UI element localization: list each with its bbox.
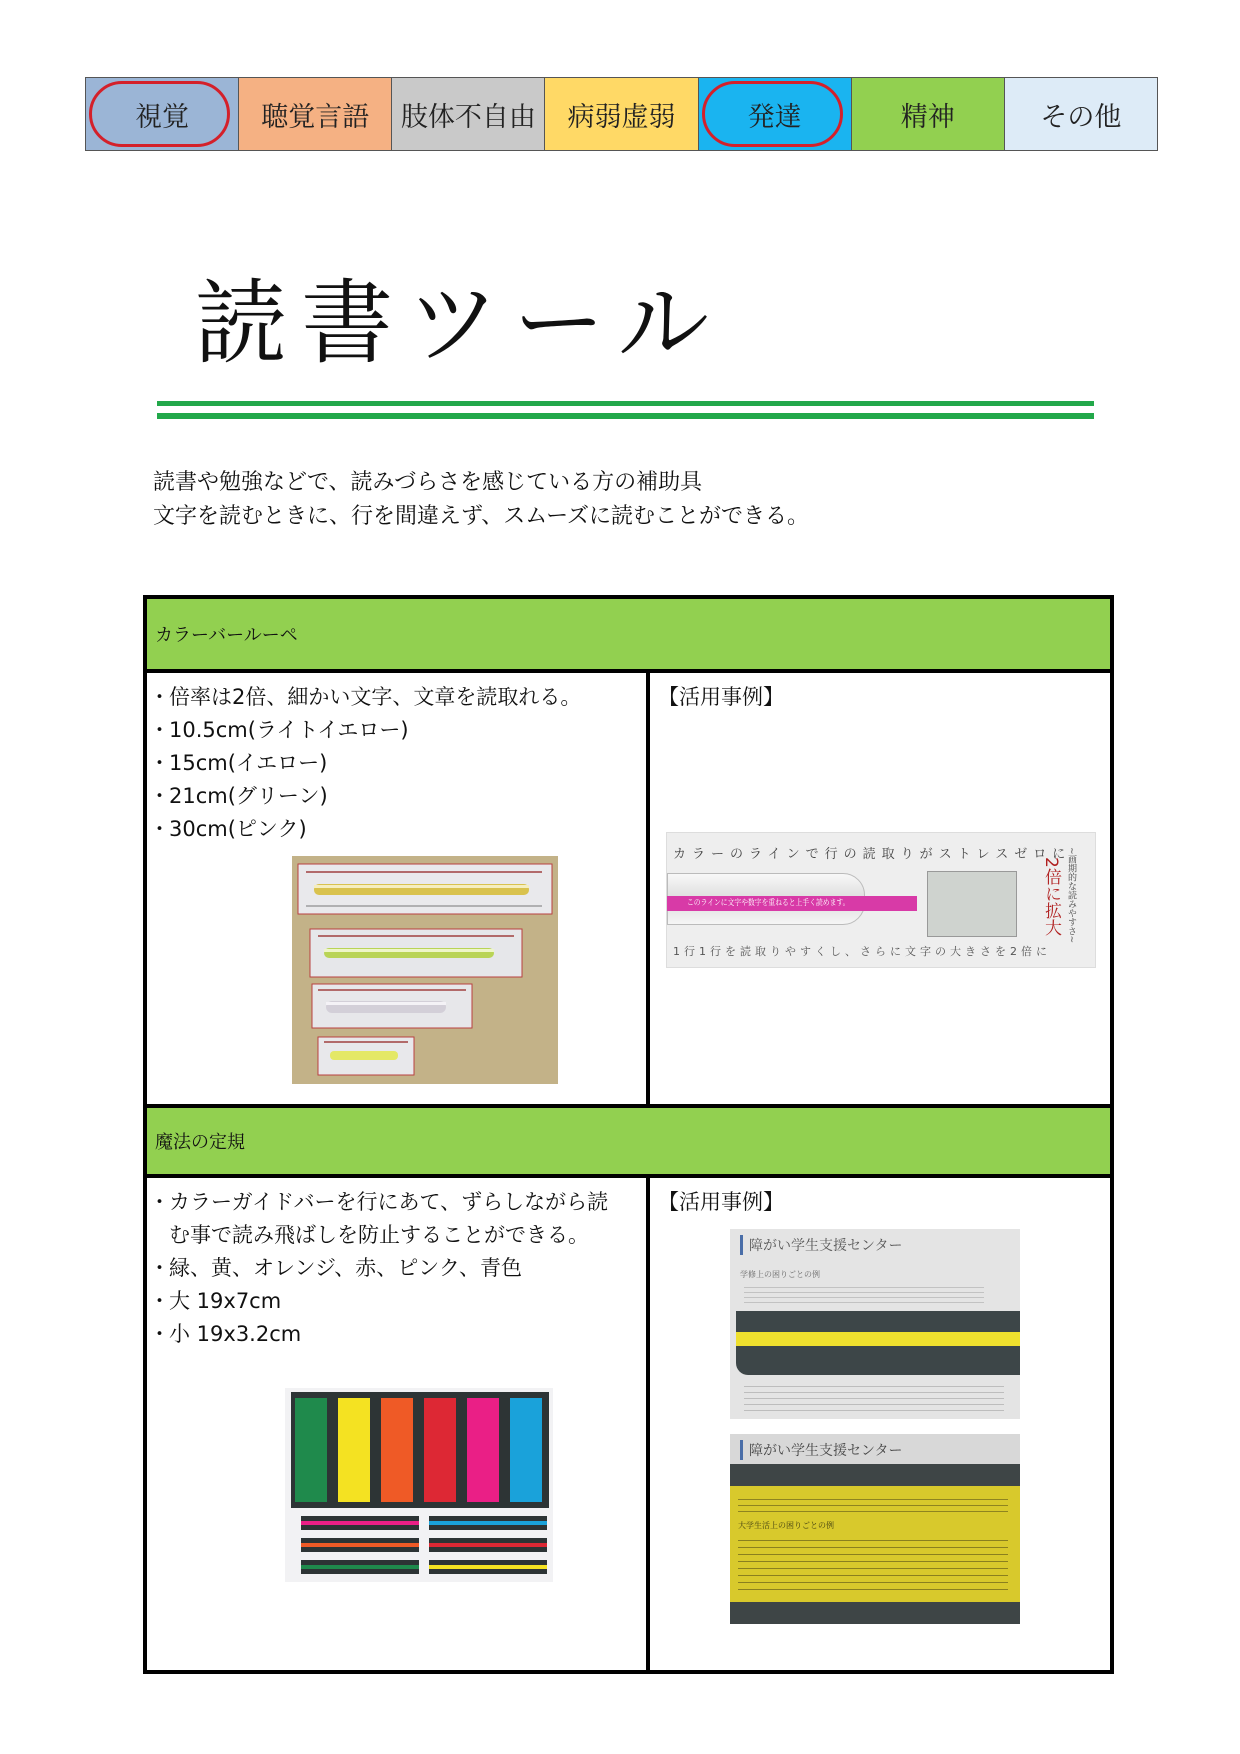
spec-item: ・ 小 19x3.2cm — [155, 1318, 646, 1351]
usage-example-color-bar-loupe — [650, 673, 1110, 1104]
product-details-magic-ruler — [147, 1178, 650, 1670]
page-title: 読書ツール — [195, 270, 724, 377]
magnify-sublabel: ~画期的な読みやすさ~ — [1066, 847, 1076, 944]
usage-example-magic-ruler — [650, 1178, 1110, 1670]
spec-item: ・ カラーガイドバーを行にあて、ずらしながら読む事で読み飛ばしを防止することができる。 — [155, 1186, 646, 1252]
color-bar-loupe-example-photo — [666, 832, 1096, 968]
spec-item: ・ 大 19x7cm — [155, 1285, 646, 1318]
title-underline-top — [157, 401, 1094, 406]
dark-ruler-bottom — [730, 1602, 1020, 1624]
spec-list — [147, 673, 646, 846]
difficulty-heading-2: 大学生活上の困りごとの例 — [738, 1521, 834, 1530]
center-header-text-2: 障がい学生支援センター — [740, 1440, 902, 1460]
spec-item: ・ 21cm(グリーン) — [155, 780, 646, 813]
nav-item-hearing-language[interactable]: 聴覚言語 — [239, 78, 392, 150]
product-heading-color-bar-loupe: カラーバールーペ — [147, 599, 1110, 673]
spec-item: ・ 30cm(ピンク) — [155, 813, 646, 846]
intro-line-2: 文字を読むときに、行を間違えず、スムーズに読むことができる。 — [153, 504, 810, 529]
spec-list — [147, 1178, 646, 1351]
magnifier-window — [927, 871, 1017, 937]
intro-text — [153, 466, 809, 534]
category-nav — [85, 77, 1158, 151]
nav-item-visual[interactable]: 視覚 — [86, 78, 239, 150]
nav-item-other[interactable]: その他 — [1005, 78, 1157, 150]
product-table — [143, 595, 1114, 1674]
color-bar-loupe-photo — [292, 856, 558, 1084]
spec-item: ・ 倍率は2倍、細かい文字、文章を読取れる。 — [155, 681, 646, 714]
magic-ruler-photo — [285, 1388, 553, 1582]
example-top-text: カラーのラインで行の読取りがストレスゼロに — [673, 847, 1072, 862]
magic-ruler-example-photo-2 — [730, 1434, 1020, 1624]
nav-item-developmental[interactable]: 発達 — [699, 78, 852, 150]
center-header-text-1: 障がい学生支援センター — [740, 1235, 902, 1255]
intro-line-1: 読書や勉強などで、読みづらさを感じている方の補助具 — [153, 470, 703, 495]
text-lines — [738, 1534, 1008, 1594]
yellow-guide-band — [736, 1332, 1020, 1346]
usage-example-label: 【活用事例】 — [658, 685, 784, 709]
difficulty-heading-1: 学修上の困りごとの例 — [740, 1270, 820, 1279]
spec-item: ・ 緑、黄、オレンジ、赤、ピンク、青色 — [155, 1252, 646, 1285]
pink-band-text: このラインに文字や数字を重ねると上手く読めます。 — [687, 898, 850, 907]
nav-item-physical[interactable]: 肢体不自由 — [392, 78, 545, 150]
title-underline-bottom — [157, 413, 1094, 419]
magic-ruler-example-photo-1 — [730, 1229, 1020, 1419]
usage-example-label: 【活用事例】 — [658, 1190, 784, 1214]
magnify-label: 2倍に拡大 — [1041, 857, 1061, 936]
text-lines — [738, 1494, 1008, 1514]
text-lines — [744, 1381, 1004, 1411]
spec-item: ・ 15cm(イエロー) — [155, 747, 646, 780]
product-heading-magic-ruler: 魔法の定規 — [147, 1104, 1110, 1178]
nav-item-illness[interactable]: 病弱虚弱 — [545, 78, 698, 150]
spec-item: ・ 10.5cm(ライトイエロー) — [155, 714, 646, 747]
nav-item-mental[interactable]: 精神 — [852, 78, 1005, 150]
example-bottom-text: 1行1行を読取りやすくし、さらに文字の大きさを2倍に — [673, 945, 1051, 958]
text-lines — [744, 1283, 984, 1305]
product-details-color-bar-loupe — [147, 673, 650, 1104]
dark-ruler-top — [730, 1464, 1020, 1486]
